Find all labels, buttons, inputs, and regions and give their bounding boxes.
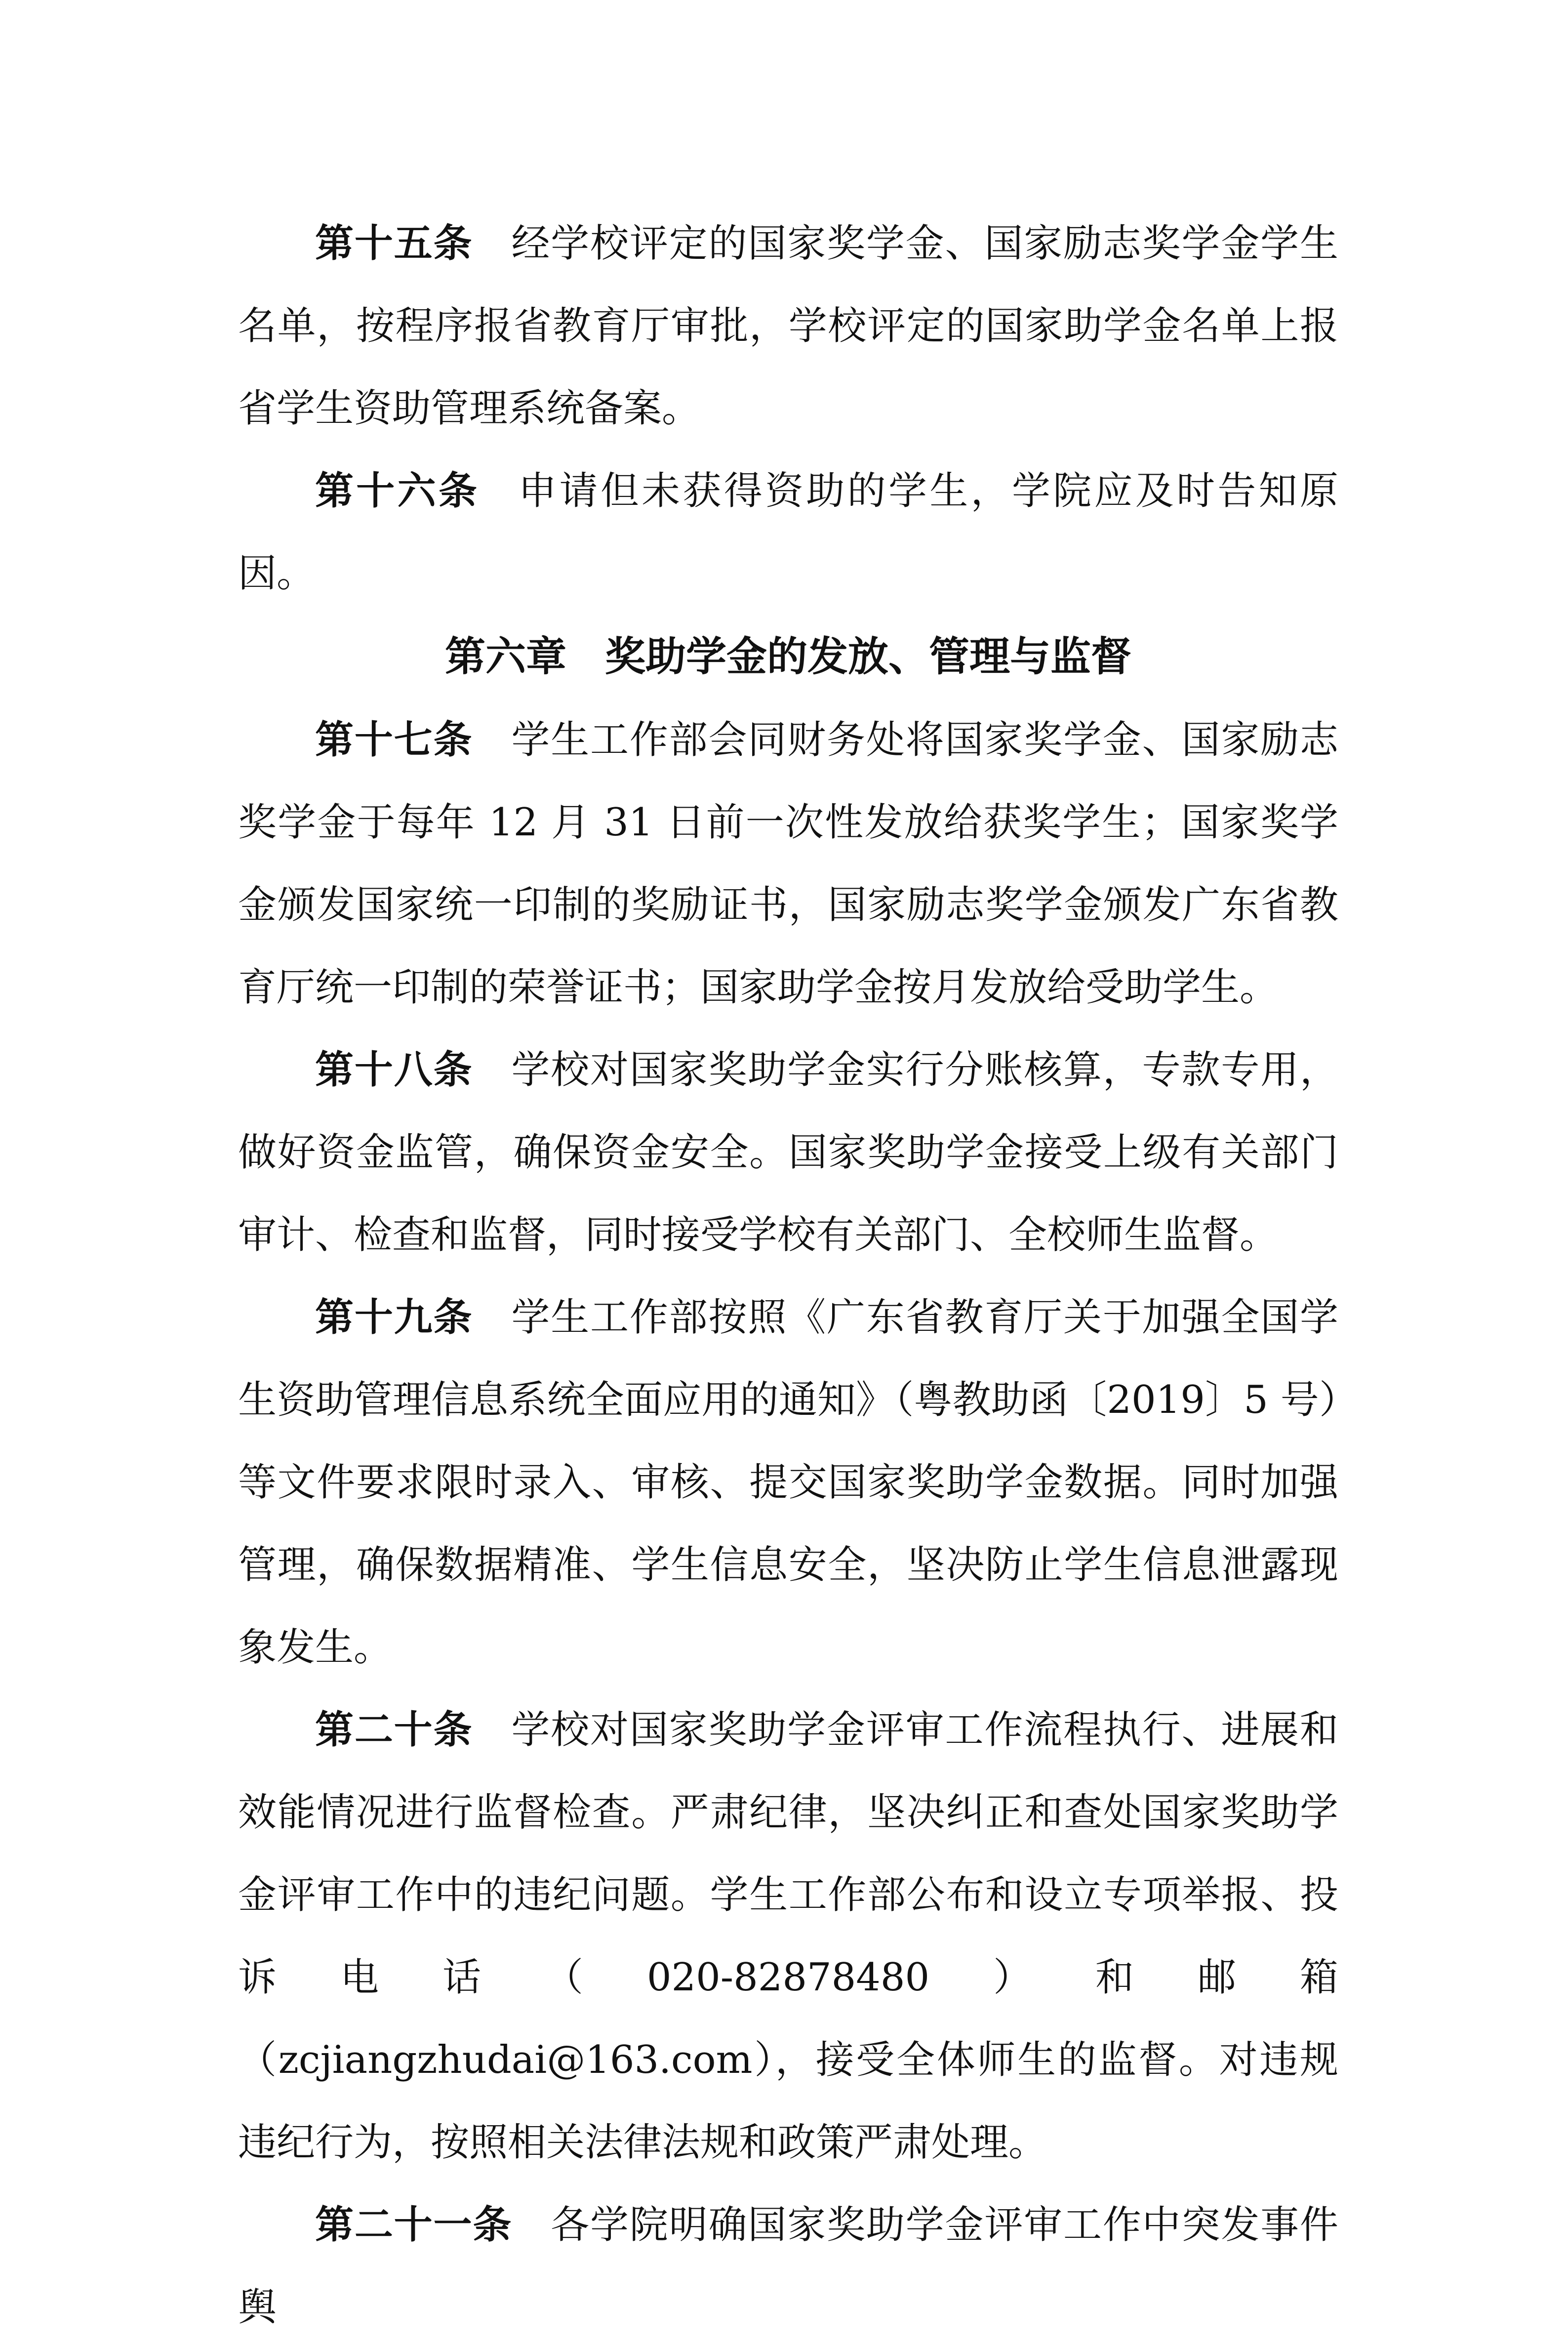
- article-heading: 第十五条: [315, 221, 473, 266]
- article-16: [238, 450, 1338, 615]
- article-text: 学校对国家奖助学金实行分账核算，专款专用，做好资金监管，确保资金安全。国家奖助学金接受上级有关部门审计、检查和监督，同时接受学校有关部门、全校师生监督。: [238, 1048, 1338, 1257]
- article-20: [238, 1689, 1338, 2184]
- article-text: 学校对国家奖助学金评审工作流程执行、进展和效能情况进行监督检查。严肃纪律，坚决纠正和查处国家奖助学金评审工作中的违纪问题。学生工作部公布和设立专项举报、投诉电话（020-82878480）和邮箱 （zcjiangzhudai@163.com），接受全体师生的监督。对违规违纪行为，按照相关法律法规和政策严肃处理。: [238, 1708, 1338, 2165]
- document-body: [238, 203, 1338, 2349]
- article-18: [238, 1029, 1338, 1277]
- article-15: [238, 203, 1338, 450]
- article-text: 经学校评定的国家奖学金、国家励志奖学金学生名单，按程序报省教育厅审批，学校评定的国家助学金名单上报省学生资助管理系统备案。: [238, 221, 1338, 431]
- article-heading: 第二十一条: [315, 2203, 513, 2247]
- article-heading: 第十八条: [315, 1048, 473, 1092]
- article-17: [238, 699, 1338, 1029]
- article-text: 学生工作部会同财务处将国家奖学金、国家励志奖学金于每年 12 月 31 日前一次性发放给获奖学生；国家奖学金颁发国家统一印制的奖励证书，国家励志奖学金颁发广东省教育厅统一印制的荣誉证书；国家助学金按月发放给受助学生。: [238, 718, 1338, 1010]
- article-text: 学生工作部按照《广东省教育厅关于加强全国学生资助管理信息系统全面应用的通知》（粤教助函〔2019〕5 号）等文件要求限时录入、审核、提交国家奖助学金数据。同时加强管理，确保数据精准、学生信息安全，坚决防止学生信息泄露现象发生。: [238, 1295, 1338, 1670]
- article-heading: 第十七条: [315, 718, 473, 762]
- article-21: [238, 2184, 1338, 2349]
- article-heading: 第十六条: [315, 469, 480, 513]
- article-text: 申请但未获得资助的学生，学院应及时告知原因。: [238, 469, 1338, 596]
- chapter-title: 奖助学金的发放、管理与监督: [605, 633, 1132, 680]
- article-heading: 第十九条: [315, 1295, 473, 1340]
- chapter-number: 第六章: [444, 633, 566, 680]
- chapter-heading: [238, 615, 1338, 699]
- article-19: [238, 1277, 1338, 1689]
- article-text: 各学院明确国家奖助学金评审工作中突发事件舆: [238, 2203, 1338, 2330]
- article-heading: 第二十条: [315, 1708, 473, 1752]
